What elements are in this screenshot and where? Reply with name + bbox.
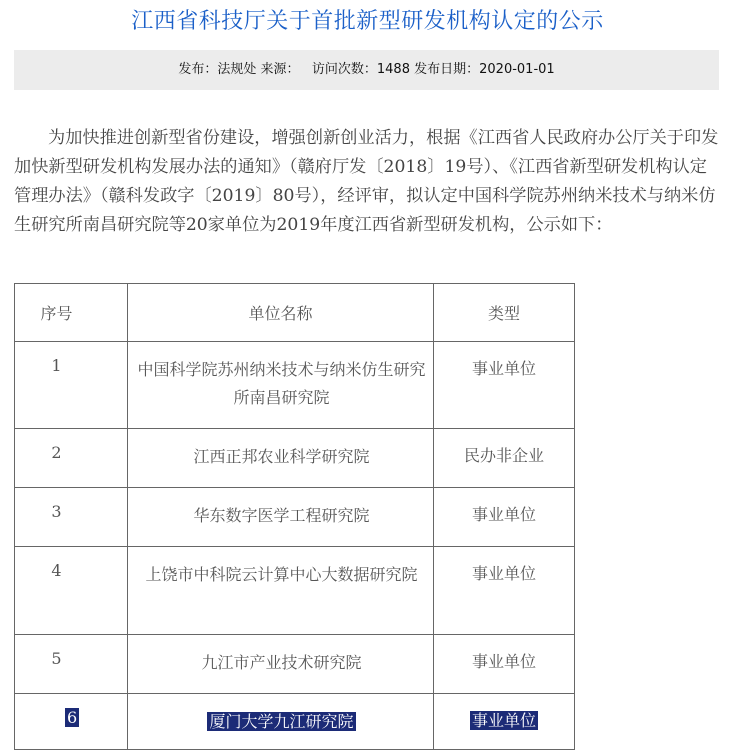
row-type: 事业单位 bbox=[434, 342, 575, 429]
header-num: 序号 bbox=[15, 284, 128, 342]
table-row bbox=[15, 547, 575, 635]
row-name: 中国科学院苏州纳米技术与纳米仿生研究所南昌研究院 bbox=[128, 342, 434, 429]
header-name: 单位名称 bbox=[128, 284, 434, 342]
table-row bbox=[15, 488, 575, 547]
row-type: 民办非企业 bbox=[434, 429, 575, 488]
row-name-cell bbox=[128, 694, 434, 750]
row-name: 厦门大学九江研究院 bbox=[209, 712, 354, 731]
table-header-row bbox=[15, 284, 575, 342]
row-num: 2 bbox=[15, 429, 128, 488]
row-num: 3 bbox=[15, 488, 128, 547]
unit-table bbox=[14, 283, 575, 750]
row-num: 1 bbox=[15, 342, 128, 429]
row-type: 事业单位 bbox=[434, 488, 575, 547]
row-num: 4 bbox=[15, 547, 128, 635]
row-type: 事业单位 bbox=[471, 711, 536, 730]
row-num: 5 bbox=[15, 635, 128, 694]
row-name: 华东数字医学工程研究院 bbox=[128, 488, 434, 547]
row-name: 江西正邦农业科学研究院 bbox=[128, 429, 434, 488]
source: 来源： bbox=[260, 62, 300, 77]
publish-date: 发布日期：2020-01-01 bbox=[414, 62, 555, 77]
row-name: 上饶市中科院云计算中心大数据研究院 bbox=[128, 547, 434, 635]
row-type: 事业单位 bbox=[434, 547, 575, 635]
row-num: 6 bbox=[67, 708, 78, 727]
row-name: 九江市产业技术研究院 bbox=[128, 635, 434, 694]
row-num-cell bbox=[15, 694, 128, 750]
page-title: 江西省科技厅关于首批新型研发机构认定的公示 bbox=[131, 9, 604, 34]
header-type: 类型 bbox=[434, 284, 575, 342]
intro-paragraph: 为加快推进创新型省份建设，增强创新创业活力，根据《江西省人民政府办公厅关于印发加快新型研发机构发展办法的通知》（赣府厅发〔2018〕19号）、《江西省新型研发机构认定管理办法》（赣科发政字〔2019〕80号），经评审，拟认定中国科学院苏州纳米技术与纳米仿生研究所南昌研究院等20家单位为2019年度江西省新型研发机构，公示如下： bbox=[14, 128, 719, 235]
row-type: 事业单位 bbox=[434, 635, 575, 694]
visit-count: 访问次数：1488 bbox=[311, 62, 410, 77]
table-row bbox=[15, 694, 575, 750]
table-row bbox=[15, 429, 575, 488]
row-type-cell bbox=[434, 694, 575, 750]
article-meta bbox=[14, 50, 719, 90]
table-row bbox=[15, 635, 575, 694]
table-row bbox=[15, 342, 575, 429]
publisher: 发布：法规处 bbox=[178, 62, 257, 77]
